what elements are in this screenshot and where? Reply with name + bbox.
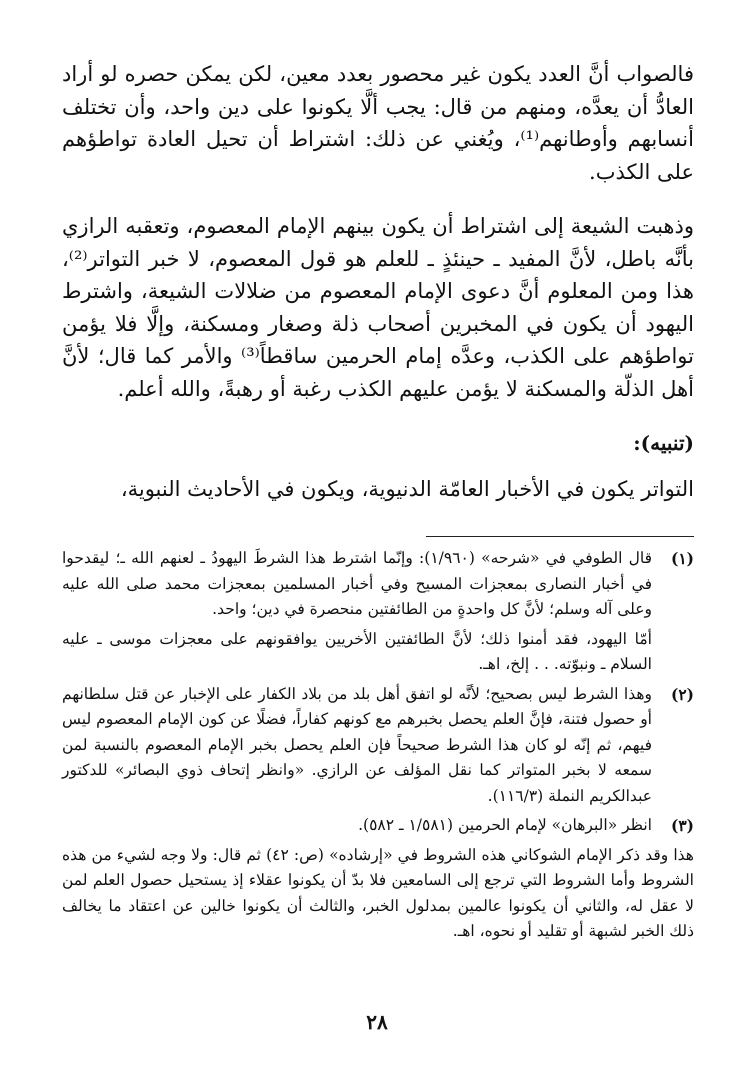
footnote-3 <box>62 813 694 839</box>
body-paragraph-1: فالصواب أنَّ العدد يكون غير محصور بعدد معين، لكن يمكن حصره لو أراد العادُّ أن يعدَّه، ومنهم من قال: يجب ألَّا يكونوا على دين واحد، وأن تختلف أنسابهم وأوطانهم⁽¹⁾، ويُغني عن ذلك: اشتراط أن تحيل العادة تواطؤهم على الكذب. <box>62 62 694 184</box>
footnotes <box>62 546 694 945</box>
footnote-number: (١) <box>670 549 694 568</box>
tanbih-heading: (تنبيه): <box>633 431 694 455</box>
footnote-divider <box>426 536 694 537</box>
page-number: ٢٨ <box>366 1010 388 1034</box>
footnote-text: أمّا اليهود، فقد أمنوا ذلك؛ لأنَّ الطائفتين الأخريين يوافقونهم على معجزات موسى ـ عليه السلام ـ ونبوّته. . . إلخ، اهـ. <box>62 629 652 673</box>
page-content <box>62 58 694 1058</box>
footnote-number: (٣) <box>670 816 694 835</box>
footnote-text: وهذا الشرط ليس بصحيح؛ لأنَّه لو اتفق أهل بلد من بلاد الكفار على الإخبار عن قتل سلطانهم أو حصول فتنة، فإنَّ العلم يحصل بخبرهم مع كونهم كفاراً، فضلًا عن كون الإمام المعصوم ليس فيهم، ثم إنّه لو كان هذا الشرط صحيحاً فإن العلم يحصل بخبر الإمام المعصوم بالنسبة لمن سمعه لا بخبر المتواتر كما نقل المؤلف عن الرازي. «وانظر إتحاف ذوي البصائر» للدكتور عبدالكريم النملة (١١٦/٣). <box>62 684 652 805</box>
footnote-text: انظر «البرهان» لإمام الحرمين (١/٥٨١ ـ ٥٨٢). <box>358 816 652 834</box>
body-paragraph-3: التواتر يكون في الأخبار العامّة الدنيوية، ويكون في الأحاديث النبوية، <box>120 477 694 501</box>
footnote-number: (٢) <box>670 684 694 704</box>
footnote-2 <box>62 682 694 810</box>
footnote-1 <box>62 546 694 678</box>
footnote-text: قال الطوفي في «شرحه» (١/٩٦٠): وإنّما اشترط هذا الشرطَ اليهودُ ـ لعنهم الله ـ؛ ليقدحوا في أخبار النصارى بمعجزات المسيح وفي أخبار المسلمين بمعجزات محمد صلى الله عليه وعلى آله وسلم؛ لأنَّ كل واحدةٍ من الطائفتين منحصرة في دين؛ واحد. <box>62 549 652 618</box>
footnote-continuation: هذا وقد ذكر الإمام الشوكاني هذه الشروط في «إرشاده» (ص: ٤٢) ثم قال: ولا وجه لشيء من هذه الشروط وأما الشروط التي ترجع إلى السامعين فلا بدّ أن يكونوا عقلاء إذ يستحيل حصول العلم لمن لا عقل له، والثاني أن يكونوا عالمين بمدلول الخبر، والثالث أن يكونوا خالين عن اعتقاد ما يخالف ذلك الخبر لشبهة أو تقليد أو نحوه، اهـ. <box>62 845 694 940</box>
body-paragraph-2: وذهبت الشيعة إلى اشتراط أن يكون بينهم الإمام المعصوم، وتعقبه الرازي بأنَّه باطل، لأنَّ المفيد ـ حينئذٍ ـ للعلم هو قول المعصوم، لا خبر التواتر⁽²⁾، هذا ومن المعلوم أنَّ دعوى الإمام المعصوم من ضلالات الشيعة، واشترط اليهود أن يكون في المخبرين أصحاب ذلة وصغار ومسكنة، وإلَّا فلا يؤمن تواطؤهم على الكذب، وعدَّه إمام الحرمين ساقطاً⁽³⁾ والأمر كما قال؛ لأنَّ أهل الذلّة والمسكنة لا يؤمن عليهم الكذب رغبة أو رهبةً، والله أعلم. <box>62 214 695 401</box>
